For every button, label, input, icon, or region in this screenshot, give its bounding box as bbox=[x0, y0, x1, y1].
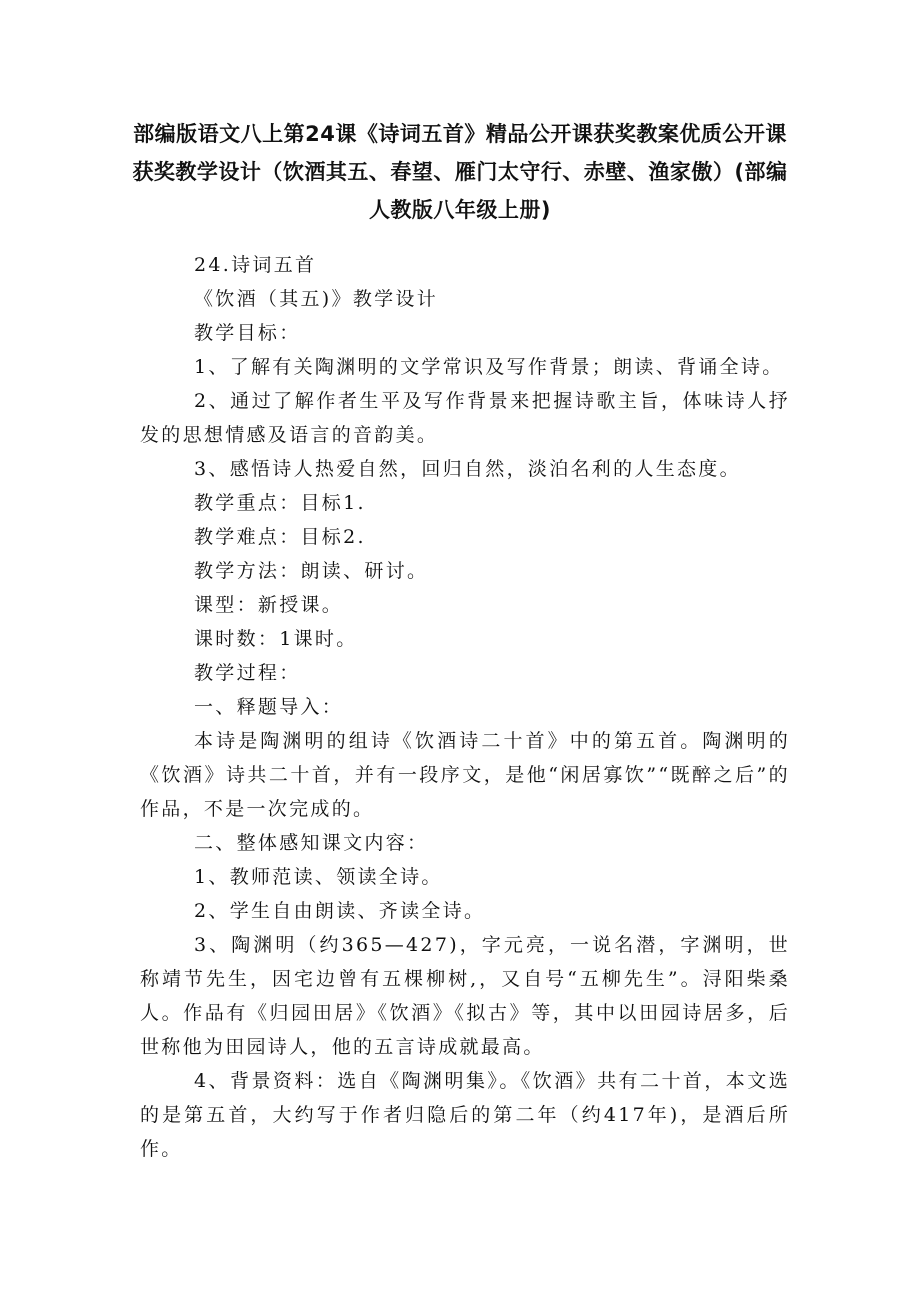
objective-2: 2、通过了解作者生平及写作背景来把握诗歌主旨，体味诗人抒发的思想情感及语言的音韵美。 bbox=[140, 390, 790, 446]
teaching-method: 教学方法：朗读、研讨。 bbox=[194, 560, 429, 582]
section-1-text: 本诗是陶渊明的组诗《饮酒诗二十首》中的第五首。陶渊明的《饮酒》诗共二十首，并有一段序文，是他“闲居寡饮”“既醉之后”的作品，不是一次完成的。 bbox=[140, 730, 790, 820]
objective-1: 1、了解有关陶渊明的文学常识及写作背景；朗读、背诵全诗。 bbox=[194, 356, 784, 378]
design-heading: 《饮酒（其五)》教学设计 bbox=[194, 288, 439, 310]
step-3: 3、陶渊明（约365—427)，字元亮，一说名潜，字渊明，世称靖节先生，因宅边曾有五棵柳树,，又自号“五柳先生”。浔阳柴桑人。作品有《归园田居》《饮酒》《拟古》等，其中以田园诗居多，后世称他为田园诗人，他的五言诗成就最高。 bbox=[140, 934, 790, 1058]
document-body bbox=[140, 248, 790, 1166]
difficulty: 教学难点：目标2. bbox=[194, 526, 366, 548]
section-1-heading: 一、释题导入： bbox=[194, 696, 344, 718]
key-point: 教学重点：目标1. bbox=[194, 492, 366, 514]
document-title: 部编版语文八上第24课《诗词五首》精品公开课获奖教案优质公开课获奖教学设计（饮酒其五、春望、雁门太守行、赤壁、渔家傲）(部编人教版八年级上册) bbox=[132, 122, 788, 222]
objectives-label: 教学目标： bbox=[194, 322, 301, 344]
lesson-heading: 24.诗词五首 bbox=[194, 254, 317, 276]
objective-3: 3、感悟诗人热爱自然，回归自然，淡泊名利的人生态度。 bbox=[194, 458, 741, 480]
process-label: 教学过程： bbox=[194, 662, 301, 684]
class-hours: 课时数：1课时。 bbox=[194, 628, 358, 650]
lesson-type: 课型：新授课。 bbox=[194, 594, 344, 616]
step-4: 4、背景资料：选自《陶渊明集》。《饮酒》共有二十首，本文选的是第五首，大约写于作者归隐后的第二年（约417年)，是酒后所作。 bbox=[140, 1070, 790, 1160]
section-2-heading: 二、整体感知课文内容： bbox=[194, 832, 429, 854]
step-2: 2、学生自由朗读、齐读全诗。 bbox=[194, 900, 486, 922]
step-1: 1、教师范读、领读全诗。 bbox=[194, 866, 443, 888]
